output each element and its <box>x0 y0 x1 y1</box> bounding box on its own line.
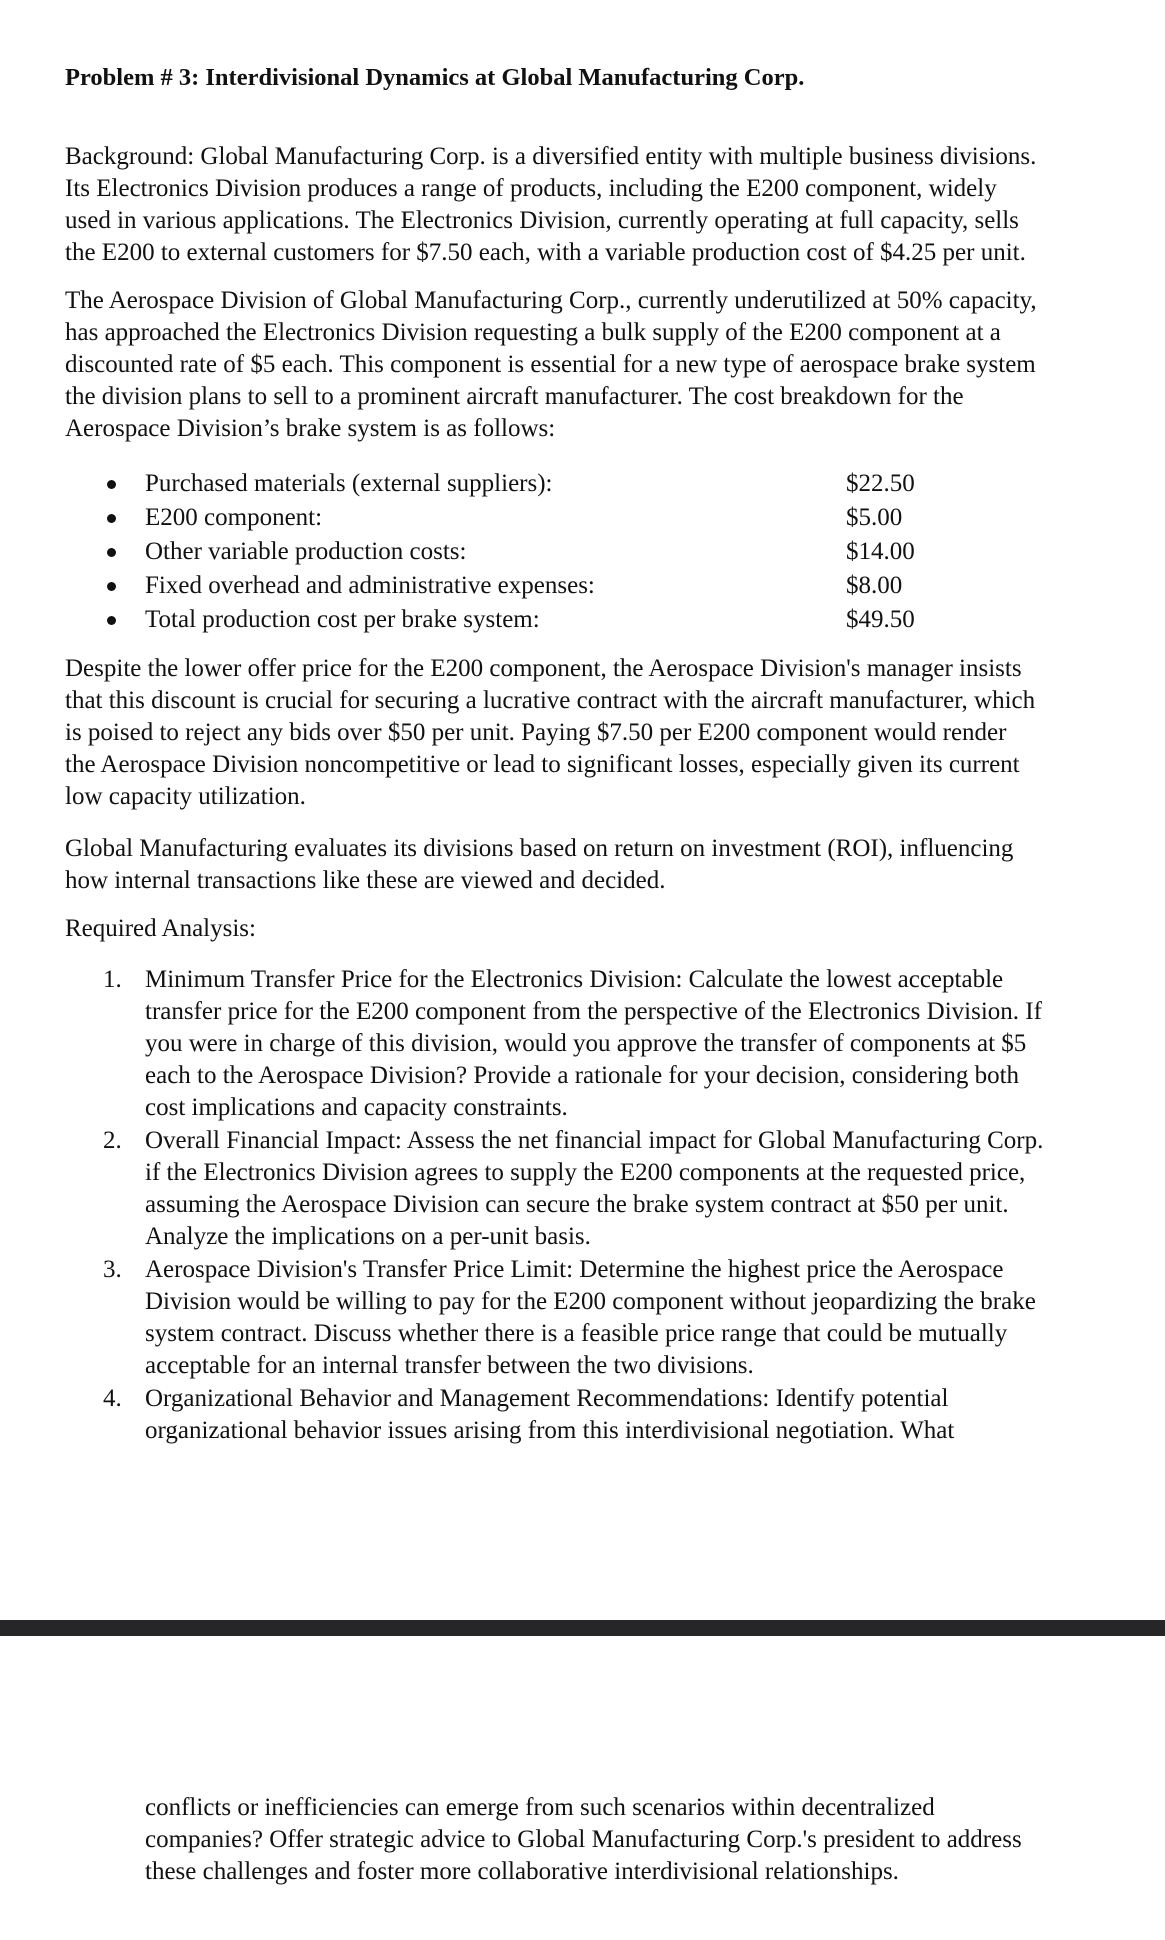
question-number: 2. <box>103 1127 122 1154</box>
text-line: acceptable for an internal transfer between the two divisions. <box>145 1352 754 1379</box>
text-line: conflicts or inefficiencies can emerge from such scenarios within decentralized <box>145 1794 935 1821</box>
cost-amount: $8.00 <box>846 572 903 599</box>
text-line: has approached the Electronics Division requesting a bulk supply of the E200 component at a <box>65 319 1001 346</box>
required-analysis-heading: Required Analysis: <box>65 915 256 942</box>
text-line: Despite the lower offer price for the E200 component, the Aerospace Division's manager insists <box>65 655 1022 682</box>
bullet-icon <box>107 480 116 489</box>
bullet-icon <box>107 548 116 557</box>
text-line: how internal transactions like these are viewed and decided. <box>65 867 666 894</box>
bullet-icon <box>107 582 116 591</box>
text-line: Organizational Behavior and Management Recommendations: Identify potential <box>145 1385 949 1412</box>
text-line: Its Electronics Division produces a range of products, including the E200 component, widely <box>65 175 997 202</box>
text-line: these challenges and foster more collaborative interdivisional relationships. <box>145 1858 899 1885</box>
text-line: Background: Global Manufacturing Corp. is a diversified entity with multiple business divisions. <box>65 143 1037 170</box>
cost-amount: $49.50 <box>846 606 915 633</box>
question-number: 3. <box>103 1256 122 1283</box>
cost-amount: $5.00 <box>846 504 903 531</box>
text-line: Global Manufacturing evaluates its divisions based on return on investment (ROI), influencing <box>65 835 1014 862</box>
text-line: is poised to reject any bids over $50 per unit. Paying $7.50 per E200 component would render <box>65 719 1007 746</box>
page-break-divider <box>0 1620 1165 1636</box>
text-line: Aerospace Division’s brake system is as follows: <box>65 415 556 442</box>
cost-label: Fixed overhead and administrative expenses: <box>145 572 595 599</box>
question-number: 1. <box>103 966 122 993</box>
bullet-icon <box>107 514 116 523</box>
text-line: Aerospace Division's Transfer Price Limit: Determine the highest price the Aerospace <box>145 1256 1004 1283</box>
text-line: Analyze the implications on a per-unit basis. <box>145 1223 591 1250</box>
text-line: Overall Financial Impact: Assess the net financial impact for Global Manufacturing Corp. <box>145 1127 1044 1154</box>
text-line: the division plans to sell to a prominent aircraft manufacturer. The cost breakdown for the <box>65 383 964 410</box>
text-line: assuming the Aerospace Division can secure the brake system contract at $50 per unit. <box>145 1191 1009 1218</box>
text-line: the Aerospace Division noncompetitive or lead to significant losses, especially given its current <box>65 751 1020 778</box>
cost-amount: $22.50 <box>846 470 915 497</box>
text-line: companies? Offer strategic advice to Global Manufacturing Corp.'s president to address <box>145 1826 1022 1853</box>
cost-amount: $14.00 <box>846 538 915 565</box>
text-line: discounted rate of $5 each. This component is essential for a new type of aerospace brake system <box>65 351 1036 378</box>
background-paragraph <box>65 141 1036 269</box>
text-line: the E200 to external customers for $7.50 each, with a variable production cost of $4.25 per unit. <box>65 239 1026 266</box>
cost-label: E200 component: <box>145 504 323 531</box>
text-line: you were in charge of this division, would you approve the transfer of components at $5 <box>145 1030 1027 1057</box>
text-line: each to the Aerospace Division? Provide a rationale for your decision, considering both <box>145 1062 1020 1089</box>
text-line: transfer price for the E200 component from the perspective of the Electronics Division. If <box>145 998 1042 1025</box>
cost-label: Other variable production costs: <box>145 538 467 565</box>
problem-title: Problem # 3: Interdivisional Dynamics at Global Manufacturing Corp. <box>65 64 805 91</box>
despite-paragraph <box>65 653 1035 813</box>
text-line: cost implications and capacity constraints. <box>145 1094 568 1121</box>
text-line: The Aerospace Division of Global Manufacturing Corp., currently underutilized at 50% capacity, <box>65 287 1037 314</box>
text-line: that this discount is crucial for securing a lucrative contract with the aircraft manufacturer, which <box>65 687 1036 714</box>
aerospace-paragraph <box>65 285 1037 445</box>
text-line: Minimum Transfer Price for the Electronics Division: Calculate the lowest acceptable <box>145 966 1004 993</box>
text-line: Division would be willing to pay for the E200 component without jeopardizing the brake <box>145 1288 1036 1315</box>
text-line: system contract. Discuss whether there is a feasible price range that could be mutually <box>145 1320 1008 1347</box>
text-line: organizational behavior issues arising from this interdivisional negotiation. What <box>145 1417 955 1444</box>
question-continuation <box>145 1792 1022 1888</box>
cost-label: Purchased materials (external suppliers): <box>145 470 553 497</box>
bullet-icon <box>107 616 116 625</box>
question-number: 4. <box>103 1385 122 1412</box>
text-line: if the Electronics Division agrees to supply the E200 components at the requested price, <box>145 1159 1026 1186</box>
text-line: low capacity utilization. <box>65 783 306 810</box>
text-line: used in various applications. The Electronics Division, currently operating at full capacity, sells <box>65 207 1019 234</box>
roi-paragraph <box>65 833 1013 897</box>
cost-label: Total production cost per brake system: <box>145 606 540 633</box>
